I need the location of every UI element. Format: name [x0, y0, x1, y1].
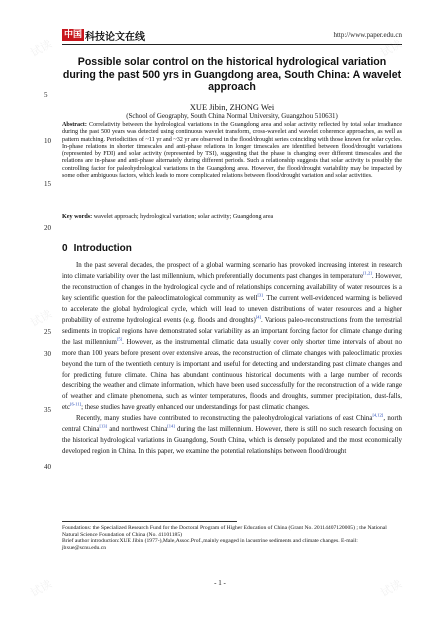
citation[interactable]: [1,2] [363, 270, 372, 276]
line-number: 5 [44, 91, 48, 99]
paragraph [62, 261, 405, 414]
paper-title: Possible solar control on the historical hydrological variation during the past 500 yrs in Guangdong area, South China: A wavelet approach [62, 56, 402, 93]
citation[interactable]: [13] [99, 424, 107, 429]
citation[interactable]: [14] [167, 424, 175, 429]
text-run: , north central China [62, 415, 402, 434]
watermark: 试读 [378, 307, 405, 330]
citation[interactable]: [4,12] [372, 413, 384, 419]
logo-mark: 中国 [64, 30, 83, 40]
abstract-text: Correlativity between the hydrological variations in the Guangdong area and solar activity reflected by total solar irradiance during the past 500 years was detected using continuous wavelet transform, cross-wavelet and wavelet coherence approaches, as well as pattern matching. Periodicities of ~11 yr and ~32 yr are observed in the flood/drought series coinciding with those known for solar cycles. In-phase relations in shorter timescales and anti-phase relations in longer timescales are identified between flood/drought variations (represented by FDI) and solar activity (represented by TSI), suggesting that the phase is changing over different timescales and the relations are in-phase and anti-phase alternately during different periods. Such a relationship suggests that solar activity is possibly the controlling factor for paleohydrological variations in the Guangdong area. However, the flood/drought variability may be impacted by some other ambiguous factors, which leads to more complicated relations between flood/drought variation and solar activities. [62, 122, 403, 179]
citation[interactable]: [6-11] [70, 402, 82, 408]
text-run: and northwest China [106, 426, 168, 434]
section-heading [62, 243, 132, 254]
watermark: 试读 [378, 577, 405, 600]
body-text [62, 261, 405, 458]
text-run: ; these studies have greatly enhanced our understandings for past climatic changes. [81, 404, 310, 412]
line-number: 30 [44, 350, 51, 358]
header-url[interactable]: http://www.paper.edu.cn [333, 31, 402, 39]
watermark: 试读 [28, 37, 55, 60]
line-number: 15 [44, 180, 51, 188]
line-number: 10 [44, 137, 51, 145]
citation[interactable]: [3] [257, 292, 263, 298]
citation[interactable]: [4] [255, 314, 261, 320]
watermark: 试读 [28, 307, 55, 330]
section-number: 0 [62, 243, 68, 254]
line-number: 40 [44, 463, 51, 471]
citation[interactable]: [5] [116, 336, 123, 342]
text-run: during the last millennium. However, there is still no such research focusing on the historical hydrological variations in Guangdong, South China, which is densely populated and the most economically developed region in China. In this paper, we examine the potential relationships between flood/drought [62, 426, 402, 456]
paper-affiliation: (School of Geography, South China Normal University, Guangzhou 510631) [126, 113, 338, 120]
abstract [62, 122, 402, 180]
logo-text: 科技论文在线 [85, 31, 146, 43]
footnote-funding: Foundations: the Specialized Research Fund for the Doctoral Program of Higher Education of China (Grant No. 20114407120005) ; the National Natural Science Foundation of China (No. 41101185) [62, 525, 387, 538]
line-number: 35 [44, 406, 51, 414]
footnote-divider [62, 521, 237, 522]
page-header [62, 28, 402, 45]
abstract-label: Abstract: [62, 122, 87, 128]
line-number: 25 [44, 328, 51, 336]
text-run: . The current well-evidenced warming is believed to accelerate the global hydrological cycle, which will lead to uneven distributions of water resources and a higher probability of extreme hydrological events (e.g. floods and droughts) [62, 294, 402, 324]
line-number: 20 [44, 224, 51, 232]
keywords [62, 214, 402, 221]
text-run: Recently, many studies have contributed to reconstructing the paleohydrological variations of east China [76, 415, 373, 423]
page-number: - 1 - [214, 579, 226, 587]
paper-authors: XUE Jibin, ZHONG Wei [189, 103, 275, 112]
watermark: 试读 [378, 37, 405, 60]
section-title: Introduction [73, 243, 132, 254]
keywords-label: Key words: [62, 214, 93, 220]
text-run: . Various paleo-reconstructions from the terrestrial sediments in tropical regions have demonstrated solar variability as an important forcing factor for climate change during the last millennium [62, 316, 402, 346]
keywords-text: wavelet approach; hydrological variation; solar activity; Guangdong area [93, 214, 274, 220]
text-run: . However, as the instrumental climatic data usually cover only shorter time intervals of about no more than 100 years before present over extensive areas, the reconstruction of climate changes with paleoclimatic proxies beyond the turn of the twentieth century is important and useful for detecting and understanding past climate changes and for predicting future climate. China has abundant continuous historical documents with a large number of records describing the weather and climate information, which have been used successfully for the reconstruction of a wide range of weather and climate phenomena, such as winter temperatures, floods and droughts, summer precipitation, dust-falls, etc [62, 338, 402, 412]
watermark: 试读 [28, 577, 55, 600]
footnotes [62, 525, 402, 552]
text-run: . However, the reconstruction of changes in the hydrological cycle and of relationships concerning availability of water resources is a key scientific question for the paleoclimatological community as well [62, 272, 402, 302]
paragraph [62, 414, 402, 458]
text-run: In the past several decades, the prospect of a global warming scenario has provoked increasing interest in research into climate variability over the last millennium, which preferentially documents past changes in temperature [62, 262, 402, 280]
footnote-author: Brief author introduction:XUE Jibin (1977-),Male,Assoc.Prof.,mainly engaged in lacustrine sediments and climate changes. E-mail: jbxue@scnu.edu.cn [62, 538, 358, 552]
journal-logo[interactable] [62, 28, 145, 42]
